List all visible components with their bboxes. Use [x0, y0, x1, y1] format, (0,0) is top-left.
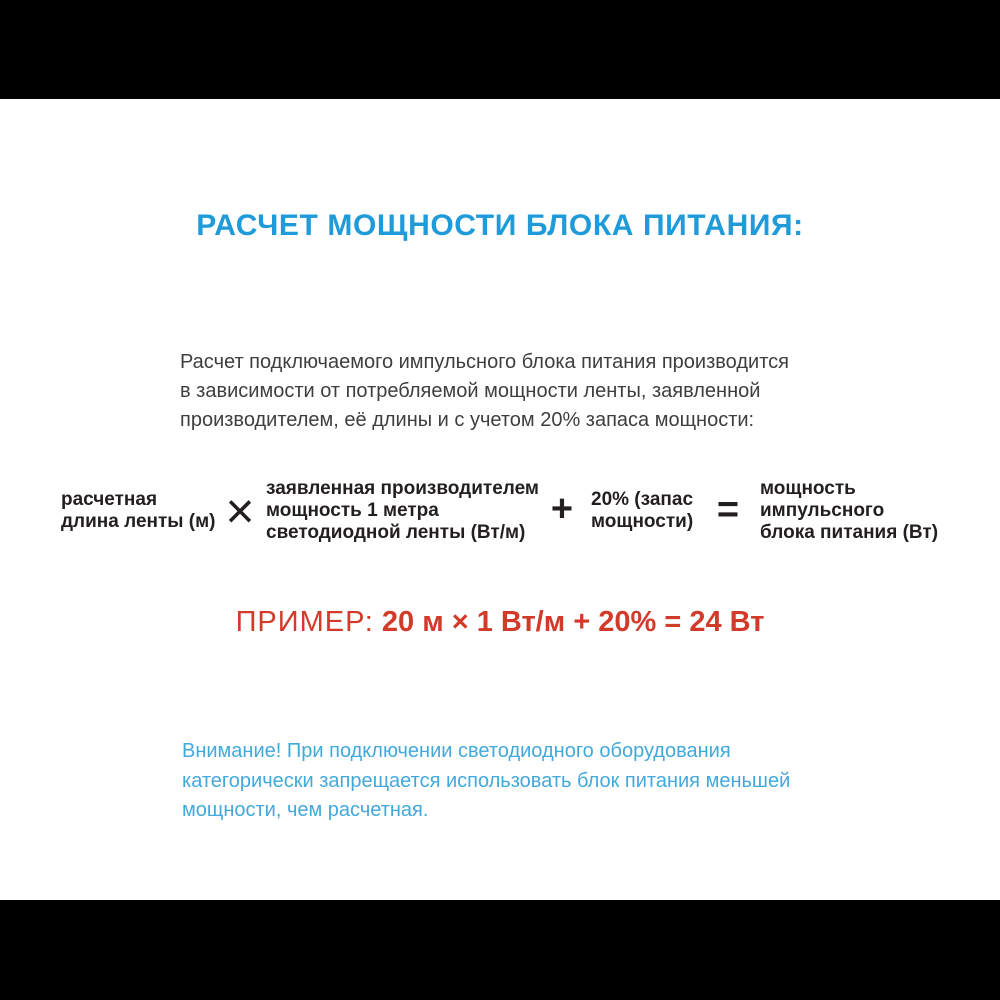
bottom-letterbox-bar	[0, 900, 1000, 1000]
example-line	[0, 606, 1000, 639]
formula-term-power-per-meter	[266, 478, 539, 544]
formula-term-line: мощность 1 метра	[266, 500, 439, 521]
multiply-operator: ×	[225, 483, 255, 539]
formula-term-power-reserve	[591, 489, 693, 533]
warning-line: Внимание! При подключении светодиодного оборудования	[182, 740, 731, 762]
formula-term-line: 20% (запас	[591, 489, 694, 510]
formula-term-line: светодиодной ленты (Вт/м)	[266, 522, 526, 543]
formula-term-psu-power	[760, 478, 938, 544]
top-letterbox-bar	[0, 0, 1000, 99]
formula-term-strip-length	[61, 489, 216, 533]
formula-term-line: мощности)	[591, 511, 694, 532]
equals-operator: =	[716, 489, 740, 531]
plus-operator: +	[550, 488, 574, 530]
intro-paragraph	[180, 348, 860, 435]
warning-line: категорически запрещается использовать блок питания меньшей	[182, 769, 791, 792]
formula-term-line: заявленная производителем	[266, 478, 539, 499]
formula-term-line: расчетная	[61, 489, 158, 510]
warning-paragraph	[182, 737, 862, 826]
example-expression: 20 м × 1 Вт/м + 20% = 24 Вт	[381, 606, 765, 638]
intro-line: Расчет подключаемого импульсного блока питания производится	[180, 351, 789, 373]
page-title: РАСЧЕТ МОЩНОСТИ БЛОКА ПИТАНИЯ:	[196, 209, 804, 242]
warning-line: мощности, чем расчетная.	[182, 799, 429, 821]
intro-line: в зависимости от потребляемой мощности ленты, заявленной	[180, 380, 761, 402]
example-label: ПРИМЕР:	[235, 606, 374, 638]
formula-term-line: длина ленты (м)	[61, 511, 216, 532]
formula-term-line: мощность	[760, 478, 856, 499]
formula-term-line: блока питания (Вт)	[760, 522, 939, 543]
formula-term-line: импульсного	[760, 500, 885, 521]
intro-line: производителем, её длины и с учетом 20% запаса мощности:	[180, 409, 755, 431]
